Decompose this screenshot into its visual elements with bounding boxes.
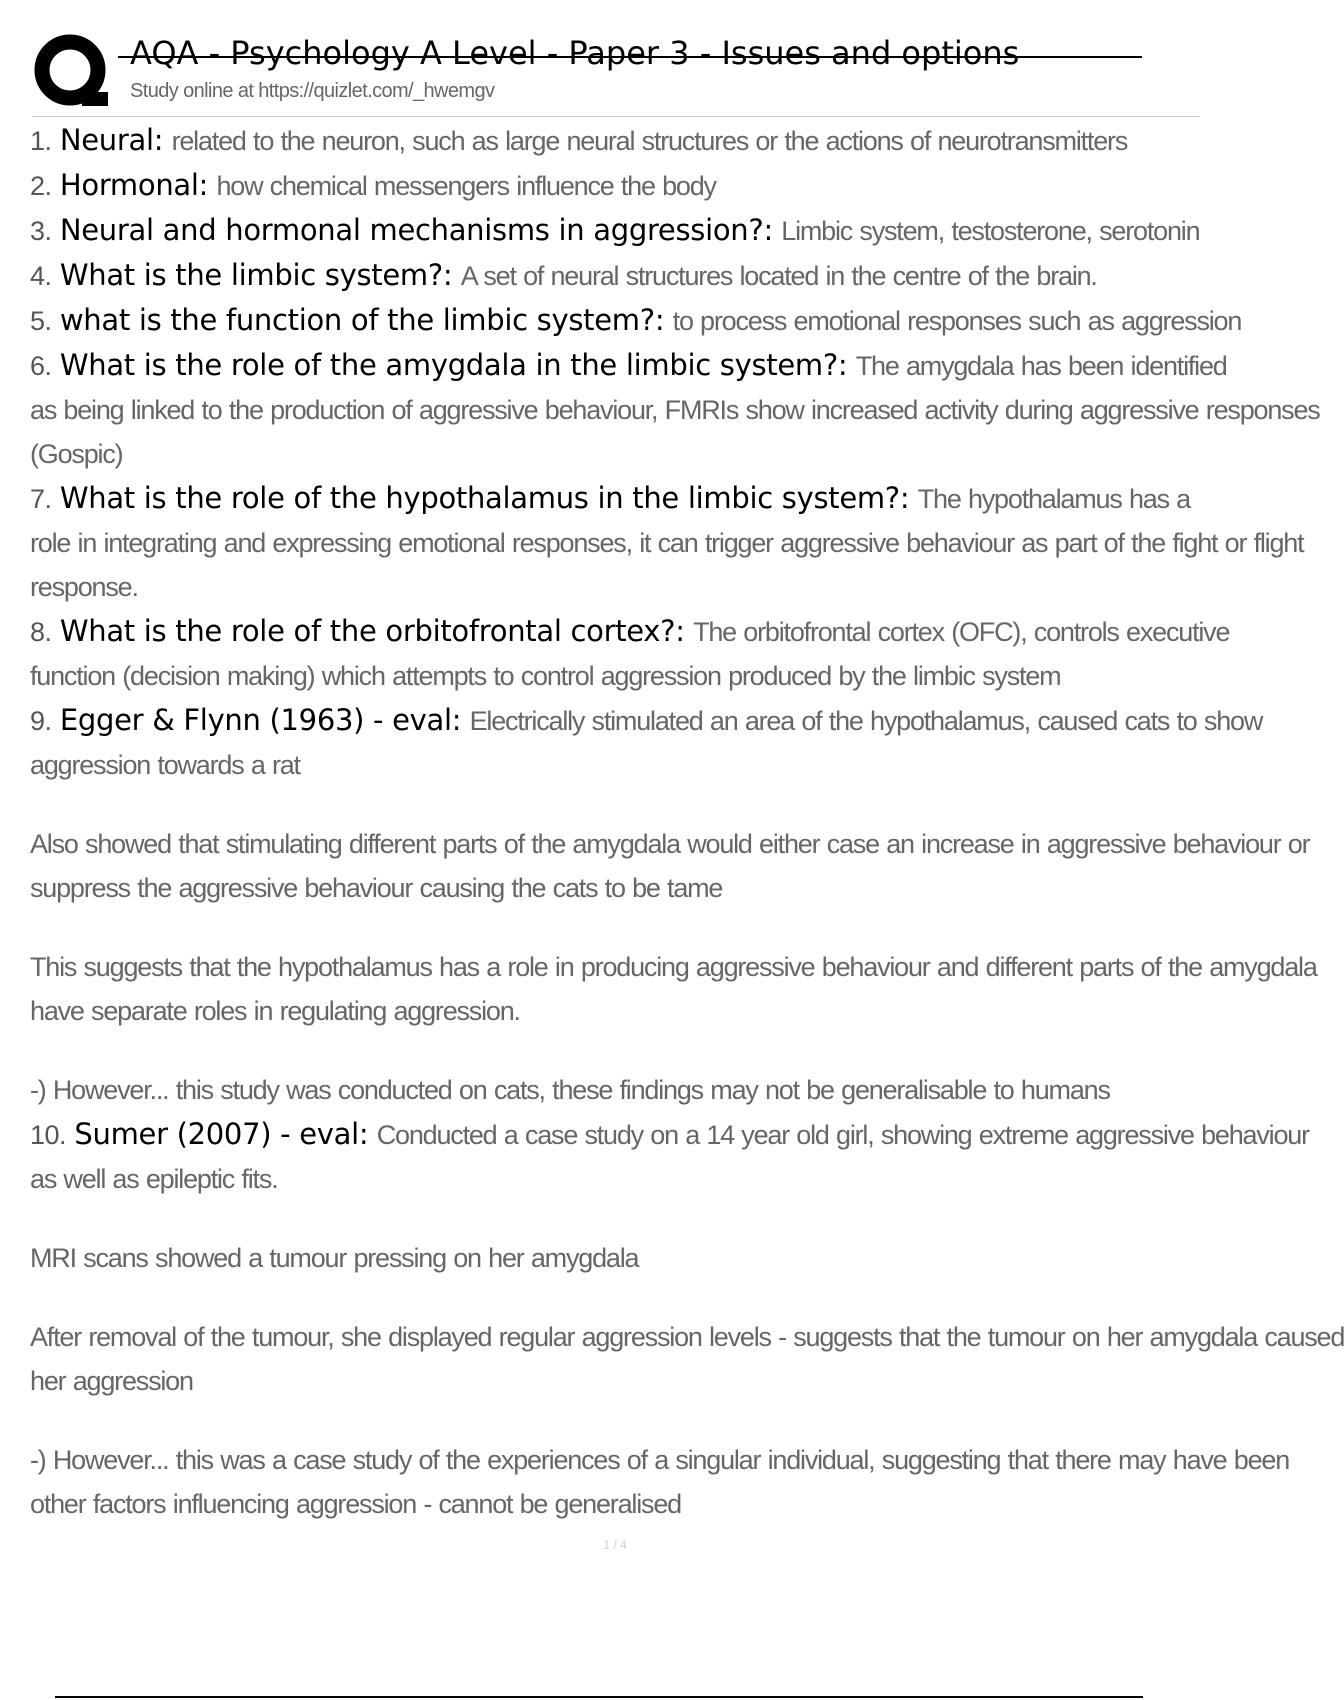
paragraph-gap xyxy=(30,787,1200,822)
term-number: 1. xyxy=(30,126,52,156)
header-divider xyxy=(32,116,1200,117)
page-number: 1 / 4 xyxy=(603,1538,627,1552)
term-item xyxy=(30,1112,1309,1157)
definition-line: have separate roles in regulating aggression. xyxy=(30,996,520,1026)
footer-divider xyxy=(55,1696,1143,1698)
document-title: AQA - Psychology A Level - Paper 3 - Issues and options xyxy=(130,34,1020,72)
term-number: 8. xyxy=(30,617,52,647)
definition-line: suppress the aggressive behaviour causing the cats to be tame xyxy=(30,873,723,903)
term-label: Hormonal: xyxy=(59,168,209,202)
definition-line: response. xyxy=(30,572,138,602)
definition-line: Also showed that stimulating different parts of the amygdala would either case an increase in aggressive behaviour or xyxy=(30,829,1310,859)
term-label: What is the role of the orbitofrontal cortex?: xyxy=(59,614,685,648)
definition-line: After removal of the tumour, she displayed regular aggression levels - suggests that the tumour on her amygdala caused xyxy=(30,1322,1344,1352)
term-item xyxy=(30,698,1263,743)
definition-line: other factors influencing aggression - cannot be generalised xyxy=(30,1489,681,1519)
definition-line: role in integrating and expressing emotional responses, it can trigger aggressive behaviour as part of the fight or flight xyxy=(30,528,1304,558)
definition-line: -) However... this was a case study of the experiences of a singular individual, suggesting that there may have been xyxy=(30,1445,1290,1475)
page-header xyxy=(0,0,1200,118)
term-label: Egger & Flynn (1963) - eval: xyxy=(59,703,462,737)
definition-line: (Gospic) xyxy=(30,439,123,469)
flashcard-list xyxy=(30,118,1344,1528)
term-definition: Electrically stimulated an area of the hypothalamus, caused cats to show xyxy=(469,706,1263,736)
paragraph-gap xyxy=(30,1280,1200,1315)
term-number: 5. xyxy=(30,306,52,336)
term-label: Neural: xyxy=(59,123,164,157)
term-item xyxy=(30,118,1200,163)
term-item xyxy=(30,163,1200,208)
title-strike-rule xyxy=(118,56,1142,58)
definition-line: function (decision making) which attempts to control aggression produced by the limbic system xyxy=(30,661,1061,691)
term-item xyxy=(30,208,1200,253)
paragraph-gap xyxy=(30,1403,1200,1438)
definition-line: This suggests that the hypothalamus has a role in producing aggressive behaviour and different parts of the amygdala xyxy=(30,952,1317,982)
term-number: 2. xyxy=(30,171,52,201)
term-number: 4. xyxy=(30,261,52,291)
term-label: What is the role of the amygdala in the limbic system?: xyxy=(59,348,848,382)
term-label: what is the function of the limbic system?: xyxy=(59,303,665,337)
term-number: 7. xyxy=(30,484,52,514)
term-item xyxy=(30,298,1242,343)
term-label: Neural and hormonal mechanisms in aggression?: xyxy=(59,213,773,247)
definition-line: her aggression xyxy=(30,1366,193,1396)
definition-line: MRI scans showed a tumour pressing on her amygdala xyxy=(30,1243,639,1273)
term-item xyxy=(30,476,1200,521)
term-definition: Limbic system, testosterone, serotonin xyxy=(781,216,1200,246)
term-label: What is the role of the hypothalamus in the limbic system?: xyxy=(59,481,910,515)
term-number: 6. xyxy=(30,351,52,381)
term-item xyxy=(30,343,1227,388)
study-online-link[interactable]: Study online at https://quizlet.com/_hwemgv xyxy=(130,80,495,102)
paragraph-gap xyxy=(30,1033,1200,1068)
paragraph-gap xyxy=(30,910,1200,945)
term-definition: The amygdala has been identified xyxy=(855,351,1227,381)
term-item xyxy=(30,609,1230,654)
definition-line: aggression towards a rat xyxy=(30,750,300,780)
term-definition: Conducted a case study on a 14 year old girl, showing extreme aggressive behaviour xyxy=(376,1120,1309,1150)
term-number: 3. xyxy=(30,216,52,246)
definition-line: as being linked to the production of aggressive behaviour, FMRIs show increased activity during aggressive responses xyxy=(30,395,1320,425)
term-definition: A set of neural structures located in the centre of the brain. xyxy=(460,261,1097,291)
quizlet-q-logo-icon xyxy=(32,30,112,110)
definition-line: -) However... this study was conducted on cats, these findings may not be generalisable to humans xyxy=(30,1075,1110,1105)
term-item xyxy=(30,253,1200,298)
term-definition: to process emotional responses such as aggression xyxy=(672,306,1242,336)
paragraph-gap xyxy=(30,1201,1200,1236)
term-label: Sumer (2007) - eval: xyxy=(74,1117,369,1151)
term-number: 9. xyxy=(30,706,52,736)
term-number: 10. xyxy=(30,1120,67,1150)
definition-line: as well as epileptic fits. xyxy=(30,1164,278,1194)
term-definition: The hypothalamus has a xyxy=(917,484,1191,514)
term-definition: The orbitofrontal cortex (OFC), controls executive xyxy=(693,617,1230,647)
term-label: What is the limbic system?: xyxy=(59,258,453,292)
term-definition: related to the neuron, such as large neural structures or the actions of neurotransmitters xyxy=(171,126,1128,156)
term-definition: how chemical messengers influence the body xyxy=(216,171,716,201)
